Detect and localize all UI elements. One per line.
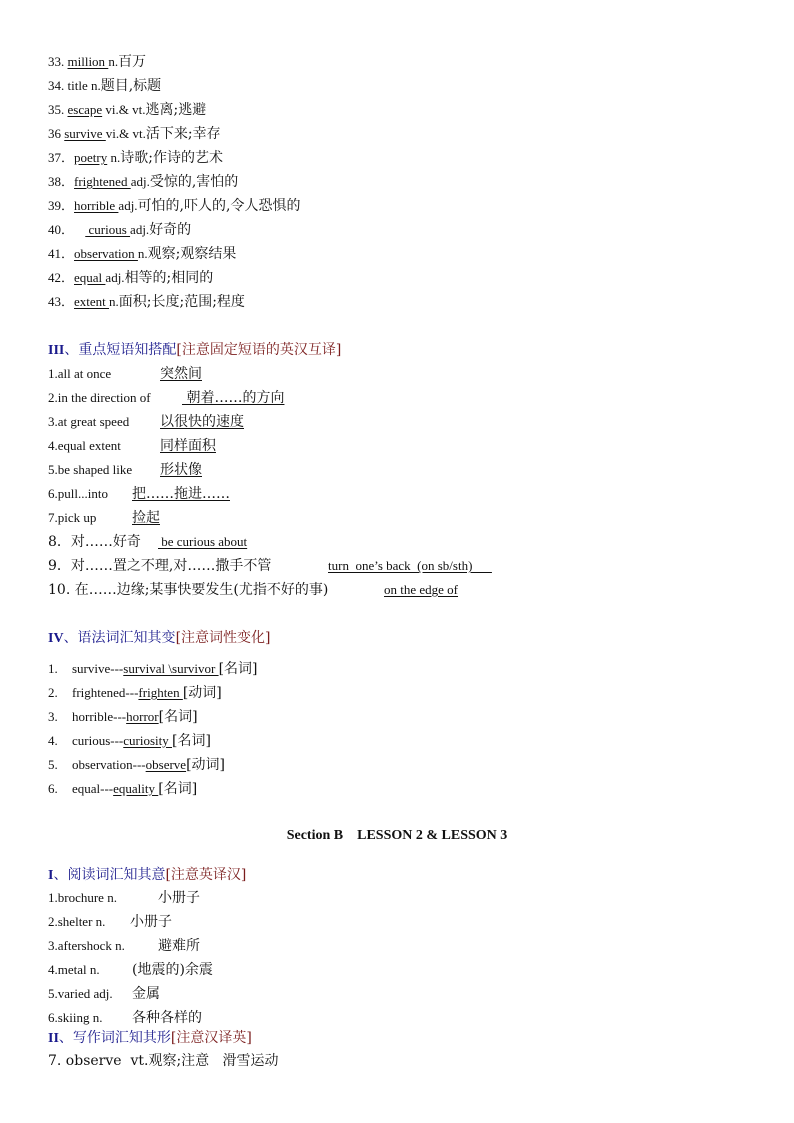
writing-vocab-item: 7. observe vt.观察;注意 滑雪运动 <box>48 1053 279 1069</box>
word-form-item: 6. equal---equality [名词] <box>48 781 198 797</box>
phrase-item: 9．对……置之不理,对……撒手不管 turn one’s back (on sb/sth) <box>48 558 492 574</box>
reading-vocab-item: 4.metal n. (地震的)余震 <box>48 962 213 978</box>
phrase-item: 6.pull...into 把……拖进…… <box>48 486 230 502</box>
vocab-item: 36 survive vi.& vt.活下来;幸存 <box>48 126 221 142</box>
word-form-item: 5. observation---observe[动词] <box>48 757 226 773</box>
phrase-item: 7.pick up 捡起 <box>48 510 160 526</box>
vocab-item: 35. escape vi.& vt.逃离;逃避 <box>48 102 207 118</box>
vocab-item: 41．observation n.观察;观察结果 <box>48 246 237 262</box>
vocab-item: 39．horrible adj.可怕的,吓人的,令人恐惧的 <box>48 198 301 214</box>
section-heading-phrases: III、重点短语知搭配[注意固定短语的英汉互译] <box>48 342 342 358</box>
vocab-item: 43．extent n.面积;长度;范围;程度 <box>48 294 245 310</box>
vocab-item: 42．equal adj.相等的;相同的 <box>48 270 214 286</box>
reading-vocab-item: 5.varied adj. 金属 <box>48 986 160 1002</box>
phrase-item: 8．对……好奇 be curious about <box>48 534 248 550</box>
reading-vocab-item: 6.skiing n. 各种各样的 <box>48 1010 202 1026</box>
reading-vocab-item: 2.shelter n. 小册子 <box>48 914 172 930</box>
section-b-title: Section B LESSON 2 & LESSON 3 <box>286 828 508 843</box>
vocab-item: 37．poetry n.诗歌;作诗的艺术 <box>48 150 223 166</box>
word-form-item: 3. horrible---horror[名词] <box>48 709 198 725</box>
vocab-item: 40． curious adj.好奇的 <box>48 222 192 238</box>
reading-vocab-item: 3.aftershock n. 避难所 <box>48 938 200 954</box>
vocab-item: 38．frightened adj.受惊的,害怕的 <box>48 174 239 190</box>
phrase-item: 4.equal extent 同样面积 <box>48 438 216 454</box>
section-heading-writing: II、写作词汇知其形[注意汉译英] <box>48 1030 252 1046</box>
vocab-item: 33. million n.百万 <box>48 54 147 70</box>
reading-vocab-item: 1.brochure n. 小册子 <box>48 890 200 906</box>
phrase-item: 3.at great speed 以很快的速度 <box>48 414 244 430</box>
word-form-item: 2. frightened---frighten [动词] <box>48 685 222 701</box>
section-heading-reading: I、阅读词汇知其意[注意英译汉] <box>48 867 247 883</box>
phrase-item: 10. 在……边缘;某事快要发生(尤指不好的事) on the edge of <box>48 582 459 598</box>
word-form-item: 4. curious---curiosity [名词] <box>48 733 211 749</box>
word-form-item: 1. survive---survival \survivor [名词] <box>48 661 258 677</box>
section-heading-grammar: IV、语法词汇知其变[注意词性变化] <box>48 630 271 646</box>
phrase-item: 2.in the direction of 朝着……的方向 <box>48 390 285 406</box>
phrase-item: 5.be shaped like 形状像 <box>48 462 202 478</box>
phrase-item: 1.all at once 突然间 <box>48 366 202 382</box>
vocab-item: 34. title n.题目,标题 <box>48 78 162 94</box>
